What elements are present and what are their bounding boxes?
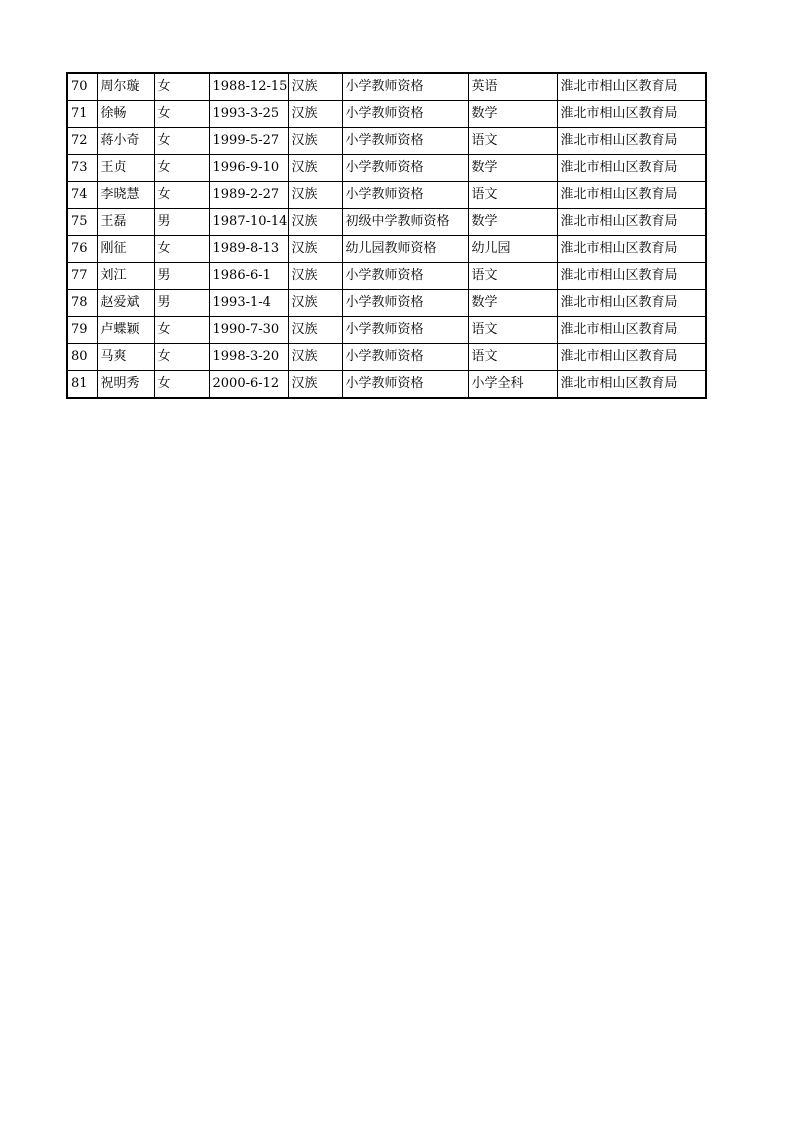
cell-name: 周尔璇 [97, 73, 154, 101]
cell-ethnicity: 汉族 [288, 344, 342, 371]
cell-gender: 女 [154, 371, 209, 399]
cell-number: 70 [67, 73, 97, 101]
cell-qualification: 小学教师资格 [342, 155, 468, 182]
cell-qualification: 初级中学教师资格 [342, 209, 468, 236]
cell-subject: 语文 [468, 263, 557, 290]
cell-qualification: 幼儿园教师资格 [342, 236, 468, 263]
cell-subject: 语文 [468, 344, 557, 371]
cell-subject: 语文 [468, 128, 557, 155]
cell-birth-date: 1989-8-13 [209, 236, 288, 263]
cell-name: 徐畅 [97, 101, 154, 128]
cell-qualification: 小学教师资格 [342, 290, 468, 317]
cell-ethnicity: 汉族 [288, 128, 342, 155]
cell-agency: 淮北市相山区教育局 [557, 182, 706, 209]
cell-ethnicity: 汉族 [288, 73, 342, 101]
cell-name: 卢蝶颖 [97, 317, 154, 344]
roster-body [67, 73, 706, 398]
cell-agency: 淮北市相山区教育局 [557, 73, 706, 101]
roster-table [66, 72, 707, 399]
cell-birth-date: 1990-7-30 [209, 317, 288, 344]
cell-qualification: 小学教师资格 [342, 101, 468, 128]
cell-birth-date: 2000-6-12 [209, 371, 288, 399]
cell-number: 81 [67, 371, 97, 399]
cell-birth-date: 1993-3-25 [209, 101, 288, 128]
cell-gender: 女 [154, 236, 209, 263]
cell-subject: 小学全科 [468, 371, 557, 399]
cell-birth-date: 1996-9-10 [209, 155, 288, 182]
cell-gender: 女 [154, 317, 209, 344]
cell-number: 77 [67, 263, 97, 290]
cell-name: 祝明秀 [97, 371, 154, 399]
cell-ethnicity: 汉族 [288, 209, 342, 236]
cell-subject: 语文 [468, 182, 557, 209]
cell-agency: 淮北市相山区教育局 [557, 317, 706, 344]
cell-birth-date: 1987-10-14 [209, 209, 288, 236]
cell-agency: 淮北市相山区教育局 [557, 101, 706, 128]
cell-name: 刚征 [97, 236, 154, 263]
table-row [67, 101, 706, 128]
cell-number: 73 [67, 155, 97, 182]
cell-number: 80 [67, 344, 97, 371]
cell-agency: 淮北市相山区教育局 [557, 290, 706, 317]
cell-qualification: 小学教师资格 [342, 128, 468, 155]
cell-name: 李晓慧 [97, 182, 154, 209]
cell-number: 72 [67, 128, 97, 155]
cell-gender: 女 [154, 101, 209, 128]
cell-agency: 淮北市相山区教育局 [557, 344, 706, 371]
cell-subject: 数学 [468, 290, 557, 317]
cell-agency: 淮北市相山区教育局 [557, 209, 706, 236]
table-row [67, 128, 706, 155]
cell-name: 蒋小奇 [97, 128, 154, 155]
table-row [67, 317, 706, 344]
cell-number: 71 [67, 101, 97, 128]
cell-qualification: 小学教师资格 [342, 263, 468, 290]
cell-agency: 淮北市相山区教育局 [557, 128, 706, 155]
cell-qualification: 小学教师资格 [342, 73, 468, 101]
cell-gender: 男 [154, 290, 209, 317]
cell-name: 赵爱斌 [97, 290, 154, 317]
cell-gender: 女 [154, 344, 209, 371]
cell-agency: 淮北市相山区教育局 [557, 155, 706, 182]
cell-qualification: 小学教师资格 [342, 344, 468, 371]
table-row [67, 236, 706, 263]
cell-gender: 女 [154, 155, 209, 182]
cell-subject: 数学 [468, 101, 557, 128]
cell-ethnicity: 汉族 [288, 290, 342, 317]
cell-birth-date: 1988-12-15 [209, 73, 288, 101]
cell-qualification: 小学教师资格 [342, 182, 468, 209]
cell-ethnicity: 汉族 [288, 182, 342, 209]
cell-subject: 英语 [468, 73, 557, 101]
cell-number: 76 [67, 236, 97, 263]
cell-gender: 男 [154, 209, 209, 236]
cell-birth-date: 1986-6-1 [209, 263, 288, 290]
cell-birth-date: 1998-3-20 [209, 344, 288, 371]
cell-birth-date: 1999-5-27 [209, 128, 288, 155]
table-row [67, 155, 706, 182]
cell-ethnicity: 汉族 [288, 155, 342, 182]
table-row [67, 371, 706, 399]
table-row [67, 263, 706, 290]
cell-birth-date: 1993-1-4 [209, 290, 288, 317]
cell-name: 刘江 [97, 263, 154, 290]
cell-number: 79 [67, 317, 97, 344]
cell-ethnicity: 汉族 [288, 371, 342, 399]
cell-gender: 女 [154, 128, 209, 155]
cell-subject: 数学 [468, 209, 557, 236]
cell-gender: 女 [154, 182, 209, 209]
cell-gender: 女 [154, 73, 209, 101]
cell-number: 75 [67, 209, 97, 236]
cell-gender: 男 [154, 263, 209, 290]
table-row [67, 73, 706, 101]
cell-subject: 数学 [468, 155, 557, 182]
cell-agency: 淮北市相山区教育局 [557, 263, 706, 290]
cell-qualification: 小学教师资格 [342, 371, 468, 399]
cell-subject: 幼儿园 [468, 236, 557, 263]
cell-name: 王磊 [97, 209, 154, 236]
cell-number: 74 [67, 182, 97, 209]
table-row [67, 344, 706, 371]
cell-agency: 淮北市相山区教育局 [557, 236, 706, 263]
table-row [67, 209, 706, 236]
cell-birth-date: 1989-2-27 [209, 182, 288, 209]
cell-number: 78 [67, 290, 97, 317]
cell-name: 马爽 [97, 344, 154, 371]
table-row [67, 182, 706, 209]
cell-name: 王贞 [97, 155, 154, 182]
cell-ethnicity: 汉族 [288, 236, 342, 263]
cell-ethnicity: 汉族 [288, 101, 342, 128]
table-row [67, 290, 706, 317]
cell-agency: 淮北市相山区教育局 [557, 371, 706, 399]
cell-ethnicity: 汉族 [288, 317, 342, 344]
cell-ethnicity: 汉族 [288, 263, 342, 290]
cell-subject: 语文 [468, 317, 557, 344]
cell-qualification: 小学教师资格 [342, 317, 468, 344]
